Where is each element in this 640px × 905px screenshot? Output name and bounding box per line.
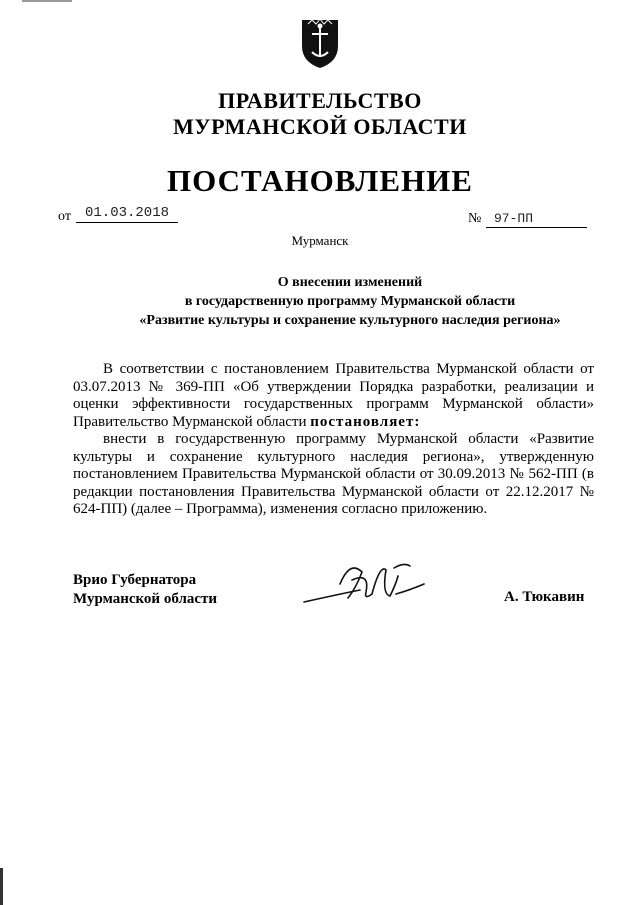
subject-line3: «Развитие культуры и сохранение культурного наследия региона» (139, 313, 561, 328)
government-title-line1: ПРАВИТЕЛЬСТВО (218, 88, 422, 113)
coat-of-arms-icon (298, 16, 342, 70)
document-subject (60, 273, 640, 330)
government-title-line2: МУРМАНСКОЙ ОБЛАСТИ (173, 114, 467, 139)
document-body (73, 361, 594, 519)
scan-mark-left (0, 868, 3, 905)
handwritten-signature-icon (300, 554, 436, 610)
signatory-title-line2: Мурманской области (73, 591, 218, 607)
decision-word: постановляет: (310, 413, 421, 430)
scan-mark-top (22, 0, 72, 2)
date-label: от (58, 209, 71, 224)
subject-line1: О внесении изменений (277, 275, 423, 290)
document-type-title: ПОСТАНОВЛЕНИЕ (167, 163, 473, 198)
signatory-name: А. Тюкавин (504, 589, 585, 605)
city-name: Мурманск (291, 233, 349, 248)
document-number: 97-ПП (486, 211, 587, 228)
body-paragraph-1 (73, 361, 594, 431)
signatory-title-line1: Врио Губернатора (73, 572, 197, 588)
document-date: 01.03.2018 (76, 205, 178, 223)
subject-line2: в государственную программу Мурманской области (184, 294, 516, 309)
paragraph-1-text: В соответствии с постановлением Правительства Мурманской области от 03.07.2013 № 369-ПП «Об утверждении Порядка разработки, реализации и оценки эффективности государственных программ Мурманской области» Правительство Мурманской области (73, 361, 594, 430)
body-paragraph-2: внести в государственную программу Мурманской области «Развитие культуры и сохранение культурного наследия региона», утвержденную постановлением Правительства Мурманской области от 30.09.2013 № 562-ПП (в редакции постановления Правительства Мурманской области от 22.12.2017 № 624-ПП) (далее – Программа), изменения согласно приложению. (73, 431, 594, 517)
signatory-title (73, 571, 217, 609)
number-label: № (468, 211, 482, 226)
